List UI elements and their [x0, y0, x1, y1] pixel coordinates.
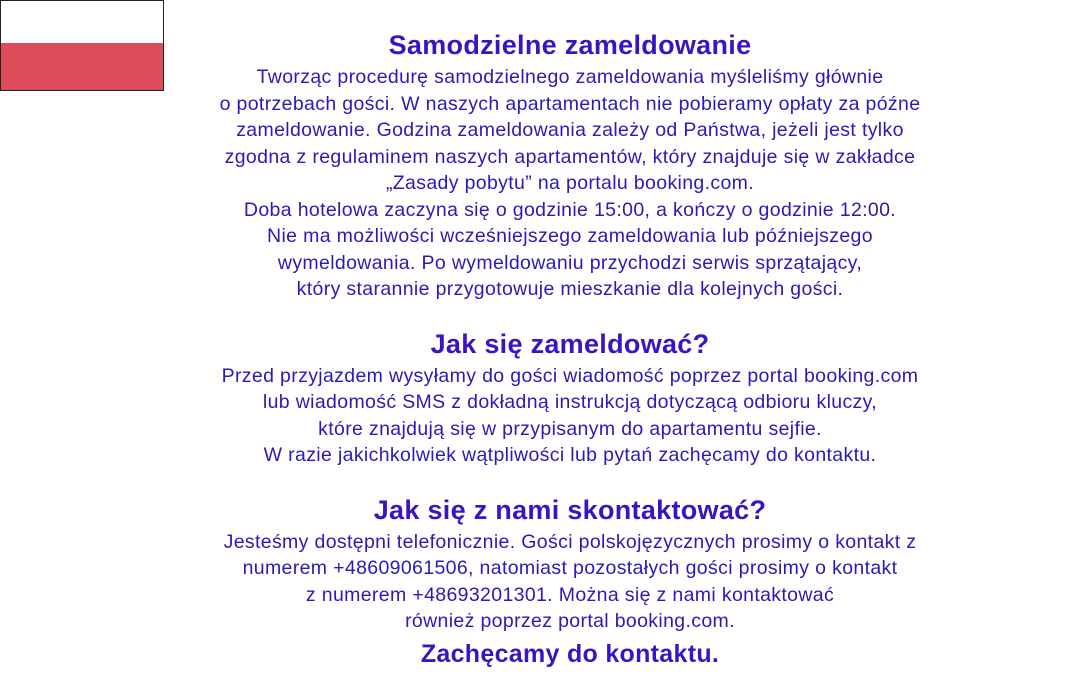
section-line: Jesteśmy dostępni telefonicznie. Gości polskojęzycznych prosimy o kontakt z: [223, 530, 917, 553]
section-line: który starannie przygotowuje mieszkanie dla kolejnych gości.: [296, 278, 844, 300]
section-self-checkin: [110, 26, 1030, 303]
section-heading: Samodzielne zameldowanie: [388, 30, 752, 60]
section-line: z numerem +48693201301. Można się z nami kontaktować: [305, 583, 835, 606]
section-line: Przed przyjazdem wysyłamy do gości wiadomość poprzez portal booking.com: [221, 364, 919, 387]
section-heading: Jak się z nami skontaktować?: [373, 494, 767, 525]
section-line: numerem +48609061506, natomiast pozostałych gości prosimy o kontakt: [242, 557, 898, 579]
section-line: Nie ma możliwości wcześniejszego zameldowania lub późniejszego: [267, 225, 873, 247]
section-line: zameldowanie. Godzina zameldowania zależy od Państwa, jeżeli jest tylko: [236, 119, 904, 141]
section-line: wymeldowania. Po wymeldowaniu przychodzi serwis sprzątający,: [277, 251, 863, 274]
closing-note: Zachęcamy do kontaktu.: [420, 639, 720, 668]
info-content: [110, 26, 1030, 673]
section-line: W razie jakichkolwiek wątpliwości lub pytań zachęcamy do kontaktu.: [263, 444, 877, 466]
section-line: lub wiadomość SMS z dokładną instrukcją dotyczącą odbioru kluczy,: [262, 391, 878, 413]
section-contact: [110, 491, 1030, 673]
section-line: „Zasady pobytu” na portalu booking.com.: [385, 172, 755, 194]
section-line: które znajdują się w przypisanym do apartamentu sejfie.: [318, 417, 822, 440]
section-line: Doba hotelowa zaczyna się o godzinie 15:00, a kończy o godzinie 12:00.: [243, 198, 897, 221]
section-line: zgodna z regulaminem naszych apartamentów, który znajduje się w zakładce: [224, 145, 916, 168]
section-line: również poprzez portal booking.com.: [405, 610, 735, 632]
section-line: Tworząc procedurę samodzielnego zameldowania myśleliśmy głównie: [256, 66, 884, 88]
section-heading: Jak się zameldować?: [430, 328, 710, 359]
section-line: o potrzebach gości. W naszych apartamentach nie pobieramy opłaty za późne: [219, 92, 921, 115]
section-how-to-checkin: [110, 325, 1030, 469]
